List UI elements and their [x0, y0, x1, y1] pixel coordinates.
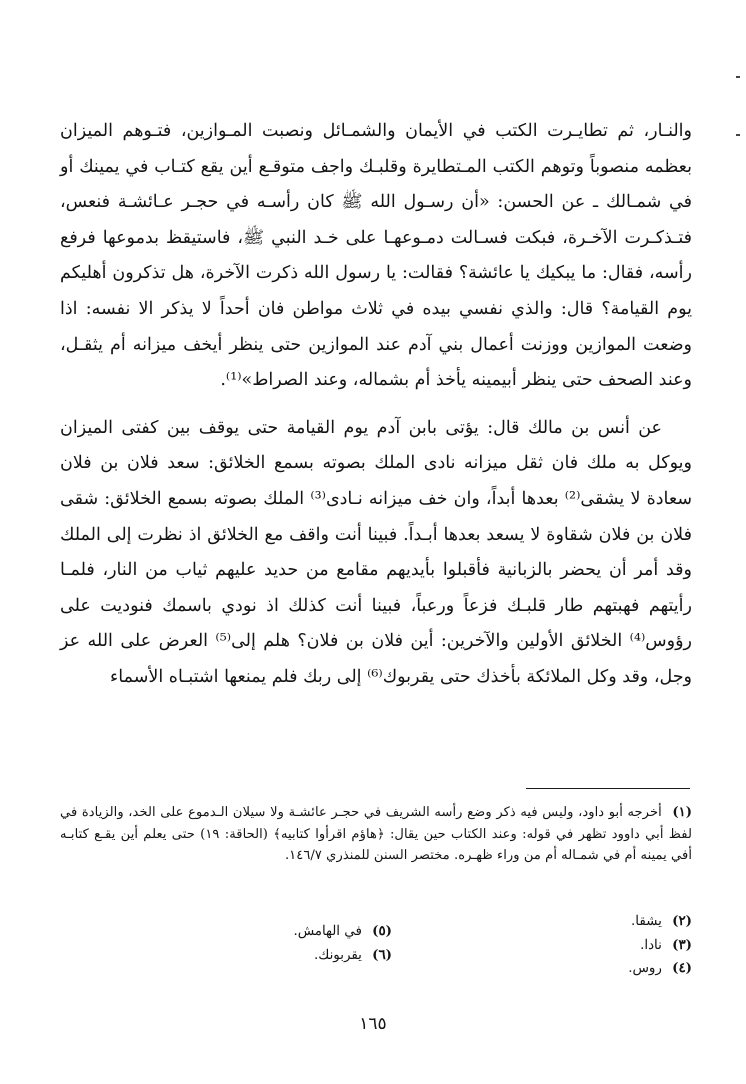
footnote-column — [212, 920, 392, 967]
footnotes — [60, 802, 692, 867]
footnote-separator — [526, 788, 690, 789]
footnote-1 — [60, 802, 692, 867]
footnote-text: في الهامش. — [293, 924, 362, 939]
footnote-text: أخرجه أبو داود، وليس فيه ذكر وضع رأسه الشريف في حجـر عائشـة ولا سيلان الـدموع على الخد، والزيادة في لفظ أبي داوود تظهر في قوله: وعند الكتاب حين يقال: ﴿هاؤم اقرأوا كتابيه﴾ (الحاقة: ١٩) حتى يعلم أين يقـع كتابـه أفي يمينه أم في شمـاله أم من وراء ظهـره. مختصر السنن للمنذري ١٤٦/٧. — [60, 805, 692, 864]
footnote-column — [512, 910, 692, 981]
footnote-2 — [512, 910, 692, 934]
footnote-text: يشقا. — [631, 914, 662, 929]
main-text — [60, 114, 692, 696]
footnote-number: (٥) — [372, 923, 392, 939]
footnote-number: (١) — [672, 805, 692, 820]
edge-mark — [736, 76, 740, 78]
paragraph: عن أنس بن مالك قال: يؤتى بابن آدم يوم القيامة حتى يوقف بين كفتى الميزان ويوكل به ملك فان ثقل ميزانه نادى الملك بصوته بسمع الخلائق: سعد فلان بن فلان سعادة لا يشقى⁽²⁾ بعدها أبداً، وان خف ميزانه نـادى⁽³⁾ الملك بصوته بسمع الخلائق: شقى فلان بن فلان شقاوة لا يسعد بعدها أبـداً. فبينا أنت واقف مع الخلائق اذ نظرت إلى الملك وقد أمر أن يحضر بالزبانية فأقبلوا بأيديهم مقامع من حديد عليهم ثياب من النار، فلمـا رأيتهم فهبتهم طار قلبـك فزعاً ورعباً، فبينا أنت كذلك اذ نودي باسمك فنوديت على رؤوس⁽⁴⁾ الخلائق الأولين والآخرين: أين فلان بن فلان؟ هلم إلى⁽⁵⁾ العرض على الله عز وجل، وقد وكل الملائكة بأخذك حتى يقربوك⁽⁶⁾ إلى ربك فلم يمنعها اشتبـاه الأسماء — [60, 417, 692, 687]
footnote-text: يقربونك. — [314, 947, 362, 963]
page-number: ١٦٥ — [359, 1014, 387, 1034]
footnote-3 — [512, 934, 692, 958]
footnote-5 — [212, 920, 392, 944]
footnote-number: (٢) — [672, 913, 692, 929]
edge-mark — [736, 134, 740, 136]
footnote-text: نادا. — [640, 937, 662, 953]
footnote-6 — [212, 944, 392, 968]
footnote-text: روس. — [628, 961, 662, 977]
footnote-number: (٤) — [672, 960, 692, 977]
paragraph: والنـار، ثم تطايـرت الكتب في الأيمان والشمـائل ونصبت المـوازين، فتـوهم الميزان بعظمه منصوباً وتوهم الكتب المـتطايرة وقلبـك واجف متوقـع أين يقع كتـاب في يمينك أو في شمـالك ـ عن الحسن: «أن رسـول الله ﷺ كان رأسـه في حجـر عـائشـة فنعس، فتـذكـرت الآخـرة، فبكت فسـالت دمـوعهـا على خـد النبي ﷺ، فاستيقظ بدموعها فرفع رأسه، فقال: ما يبكيك يا عائشة؟ فقالت: يا رسول الله ذكرت الآخرة، هل تذكرون أهليكم يوم القيامة؟ قال: والذي نفسي بيده في ثلاث مواطن فان أحداً لا يذكر الا نفسه: اذا وضعت الموازين ووزنت أعمال بني آدم عند الموازين حتى ينظر أيخف ميزانه أم يثقـل، وعند الصحف حتى ينظر أبيمينه يأخذ أم بشماله، وعند الصراط»⁽¹⁾. — [60, 121, 692, 391]
footnote-4 — [512, 957, 692, 981]
footnote-number: (٣) — [672, 936, 692, 953]
footnote-number: (٦) — [372, 946, 392, 963]
